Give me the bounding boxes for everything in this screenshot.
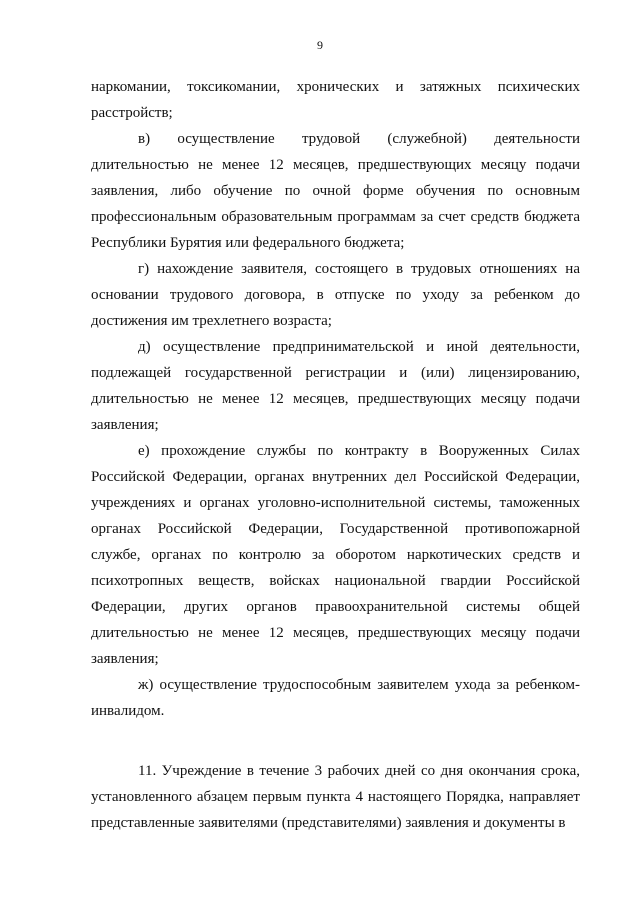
- paragraph-item-d: д) осуществление предпринимательской и иной деятельности, подлежащей государственной регистрации и (или) лицензированию, длительностью не менее 12 месяцев, предшествующих месяцу подачи заявления;: [91, 339, 580, 433]
- paragraph-point-11: 11. Учреждение в течение 3 рабочих дней со дня окончания срока, установленного абзацем первым пункта 4 настоящего Порядка, направляет представленные заявителями (представителями) заявления и документы в: [91, 763, 580, 831]
- paragraph-item-e: е) прохождение службы по контракту в Вооруженных Силах Российской Федерации, органах внутренних дел Российской Федерации, учреждениях и органах уголовно-исполнительной системы, таможенных органах Российской Федерации, Государственной противопожарной службе, органах по контролю за оборотом наркотических средств и психотропных веществ, войсках национальной гвардии Российской Федерации, других органов правоохранительной системы общей длительностью не менее 12 месяцев, предшествующих месяцу подачи заявления;: [91, 443, 580, 667]
- paragraph-item-v: в) осуществление трудовой (служебной) деятельности длительностью не менее 12 месяцев, предшествующих месяцу подачи заявления, либо обучение по очной форме обучения по основным профессиональным образовательным программам за счет средств бюджета Республики Бурятия или федерального бюджета;: [91, 131, 580, 251]
- page-number: 9: [317, 38, 323, 52]
- paragraph-item-g: г) нахождение заявителя, состоящего в трудовых отношениях на основании трудового договора, в отпуске по уходу за ребенком до достижения им трехлетнего возраста;: [91, 261, 580, 329]
- paragraph-continuation: наркомании, токсикомании, хронических и затяжных психических расстройств;: [91, 79, 580, 121]
- document-body: [91, 74, 580, 836]
- paragraph-item-zh: ж) осуществление трудоспособным заявителем ухода за ребенком-инвалидом.: [91, 677, 580, 719]
- section-gap: [91, 724, 580, 758]
